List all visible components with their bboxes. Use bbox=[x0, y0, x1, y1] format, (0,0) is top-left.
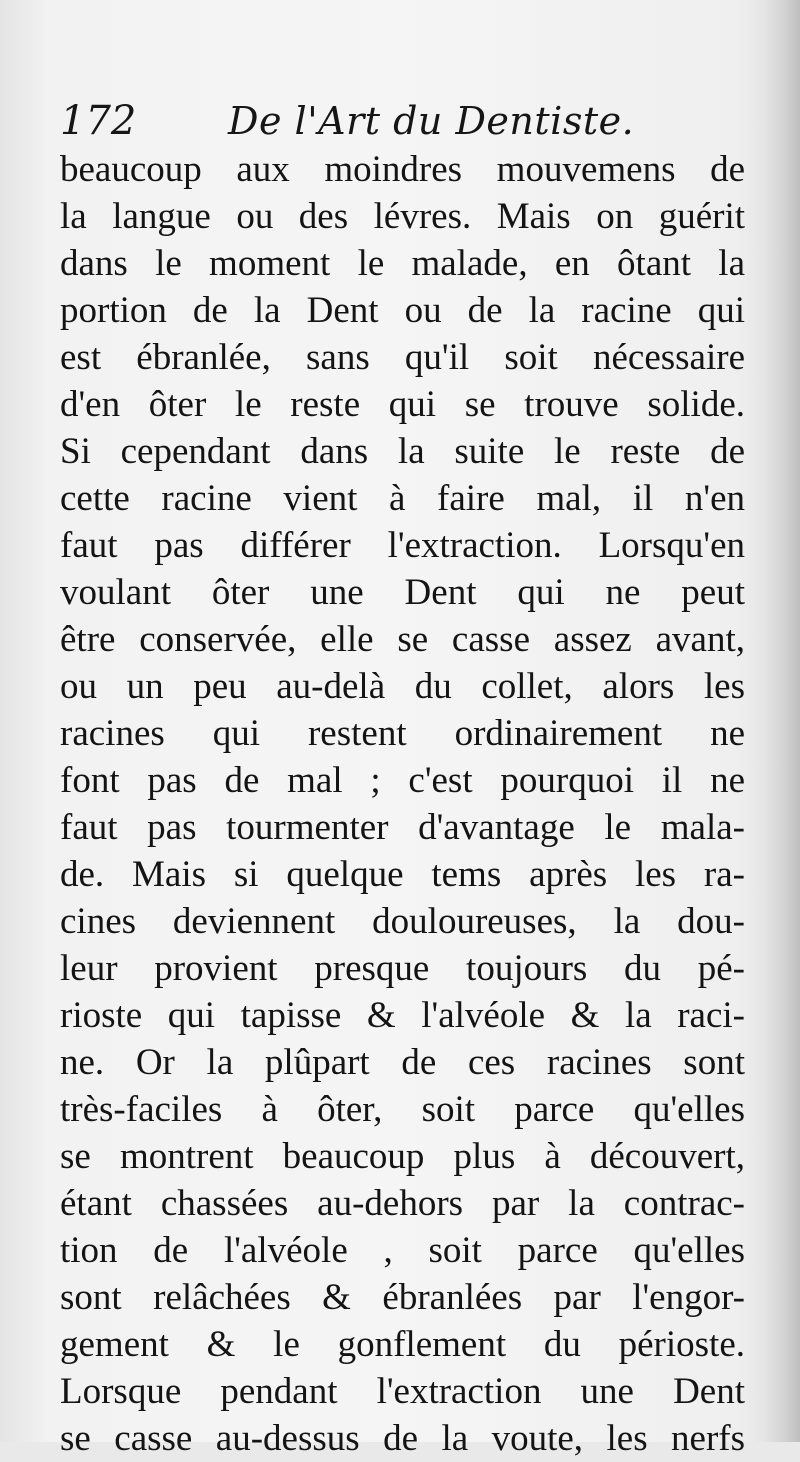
text-line: portion de la Dent ou de la racine qui bbox=[60, 290, 745, 331]
text-line: Si cependant dans la suite le reste de bbox=[60, 431, 745, 472]
text-line: cette racine vient à faire mal, il n'en bbox=[60, 478, 745, 519]
text-line: de. Mais si quelque tems après les ra- bbox=[60, 854, 745, 895]
text-line: gement & le gonflement du périoste. bbox=[60, 1324, 745, 1365]
text-line: étant chassées au-dehors par la contrac- bbox=[60, 1183, 745, 1224]
text-line: se casse au-dessus de la voute, les nerfs bbox=[60, 1418, 745, 1459]
text-line: racines qui restent ordinairement ne bbox=[60, 713, 745, 754]
text-line: cines deviennent douloureuses, la dou- bbox=[60, 901, 745, 942]
text-line: sont relâchées & ébranlées par l'engor- bbox=[60, 1277, 745, 1318]
text-line: leur provient presque toujours du pé- bbox=[60, 948, 745, 989]
text-line: d'en ôter le reste qui se trouve solide. bbox=[60, 384, 745, 425]
text-line: font pas de mal ; c'est pourquoi il ne bbox=[60, 760, 745, 801]
text-line: se montrent beaucoup plus à découvert, bbox=[60, 1136, 745, 1177]
text-line: Lorsque pendant l'extraction une Dent bbox=[60, 1371, 745, 1412]
text-line: voulant ôter une Dent qui ne peut bbox=[60, 572, 745, 613]
text-line: ne. Or la plûpart de ces racines sont bbox=[60, 1042, 745, 1083]
page-header bbox=[60, 96, 760, 146]
text-line: faut pas différer l'extraction. Lorsqu'en bbox=[60, 525, 745, 566]
running-head: De l'Art du Dentiste. bbox=[228, 99, 635, 143]
text-line: la langue ou des lévres. Mais on guérit bbox=[60, 196, 745, 237]
text-line: très-faciles à ôter, soit parce qu'elles bbox=[60, 1089, 745, 1130]
text-line: ou un peu au-delà du collet, alors les bbox=[60, 666, 745, 707]
text-line: être conservée, elle se casse assez avant, bbox=[60, 619, 745, 660]
text-line: est ébranlée, sans qu'il soit nécessaire bbox=[60, 337, 745, 378]
text-line: dans le moment le malade, en ôtant la bbox=[60, 243, 745, 284]
body-text bbox=[60, 146, 745, 1462]
text-line: tion de l'alvéole , soit parce qu'elles bbox=[60, 1230, 745, 1271]
text-line: beaucoup aux moindres mouvemens de bbox=[60, 149, 745, 190]
page-edge-shadow bbox=[764, 0, 800, 1442]
text-line: faut pas tourmenter d'avantage le mala- bbox=[60, 807, 745, 848]
page-number: 172 bbox=[60, 98, 137, 144]
text-line: rioste qui tapisse & l'alvéole & la raci- bbox=[60, 995, 745, 1036]
